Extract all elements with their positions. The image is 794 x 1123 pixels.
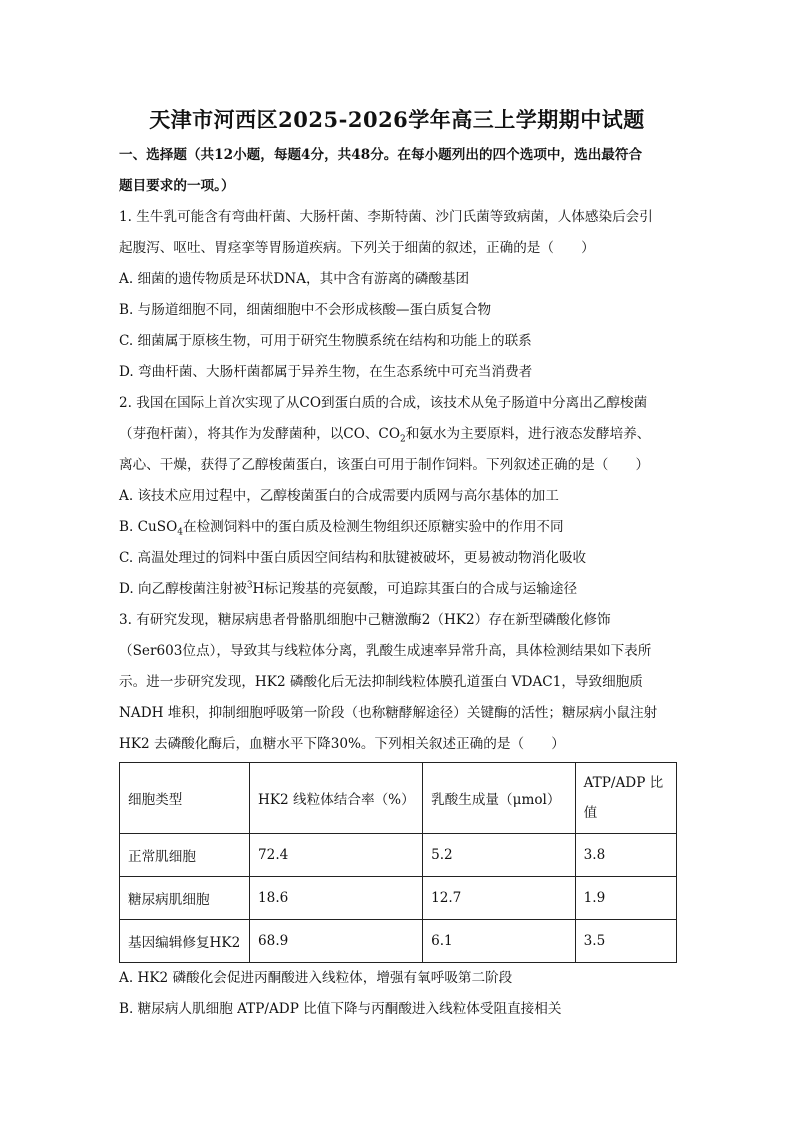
q2-option-c: C. 高温处理过的饲料中蛋白质因空间结构和肽键被破坏，更易被动物消化吸收 [119,550,587,566]
q1-stem-line-1: 1. 生牛乳可能含有弯曲杆菌、大肠杆菌、李斯特菌、沙门氏菌等致病菌，人体感染后会引 [119,209,653,225]
table-cell: 基因编辑修复HK2 [120,920,250,963]
q2-stem-line-2 [119,424,679,444]
q2-stem-line-2-part-1: （芽孢杆菌），将其作为发酵菌种，以CO、CO [119,426,400,442]
q2-option-b [119,517,679,537]
table-row [120,834,677,877]
q3-data-table [119,762,677,963]
table-header-cell: 细胞类型 [120,763,250,834]
q2-isotope-superscript: 3 [246,580,253,591]
q3-option-a: A. HK2 磷酸化会促进丙酮酸进入线粒体，增强有氧呼吸第二阶段 [119,970,513,986]
q2-stem-line-1: 2. 我国在国际上首次实现了从CO到蛋白质的合成，该技术从兔子肠道中分离出乙醇梭菌 [119,395,648,411]
q1-option-c: C. 细菌属于原核生物，可用于研究生物膜系统在结构和功能上的联系 [119,333,532,349]
table-cell: 72.4 [250,834,423,877]
q2-option-d-part-1: D. 向乙醇梭菌注射被 [119,581,247,597]
q2-option-a: A. 该技术应用过程中，乙醇梭菌蛋白的合成需要内质网与高尔基体的加工 [119,488,559,504]
table-header-cell: ATP/ADP 比值 [575,763,676,834]
table-row [120,877,677,920]
section-heading-line-1: 一、选择题（共12小题，每题4分，共48分。在每小题列出的四个选项中，选出最符合 [119,147,643,163]
q3-stem-line-3: 示。进一步研究发现，HK2 磷酸化后无法抑制线粒体膜孔道蛋白 VDAC1，导致细胞质 [119,674,643,690]
table-cell: 6.1 [423,920,576,963]
q1-option-a: A. 细菌的遗传物质是环状DNA，其中含有游离的磷酸基团 [119,271,470,287]
q2-cuso4-subscript: 4 [177,527,183,538]
q2-option-b-part-1: B. CuSO [119,519,178,535]
q2-option-d [119,579,679,599]
q1-option-d: D. 弯曲杆菌、大肠杆菌都属于异养生物，在生态系统中可充当消费者 [119,364,533,380]
table-cell: 3.8 [575,834,676,877]
q2-co2-subscript: 2 [399,434,406,445]
section-heading-line-2: 题目要求的一项。） [119,178,235,194]
table-header-row [120,763,677,834]
table-row [120,920,677,963]
page-title: 天津市河西区2025-2026学年高三上学期期中试题 [149,107,645,132]
q3-option-b: B. 糖尿病人肌细胞 ATP/ADP 比值下降与丙酮酸进入线粒体受阻直接相关 [119,1001,562,1017]
table-header-cell: 乳酸生成量（μmol） [423,763,576,834]
table-header-cell: HK2 线粒体结合率（%） [250,763,423,834]
table-cell: 1.9 [575,877,676,920]
table-cell: 5.2 [423,834,576,877]
q2-option-b-part-2: 在检测饲料中的蛋白质及检测生物组织还原糖实验中的作用不同 [182,519,564,535]
q3-stem-line-4: NADH 堆积，抑制细胞呼吸第一阶段（也称糖酵解途径）关键酶的活性；糖尿病小鼠注射 [119,705,658,721]
table-cell: 正常肌细胞 [120,834,250,877]
q3-stem-line-2: （Ser603位点），导致其与线粒体分离，乳酸生成速率异常升高，具体检测结果如下表所 [119,643,652,659]
table-cell: 糖尿病肌细胞 [120,877,250,920]
table-cell: 12.7 [423,877,576,920]
q3-stem-line-5: HK2 去磷酸化酶后，血糖水平下降30%。下列相关叙述正确的是（ ） [119,736,565,752]
table-cell: 68.9 [250,920,423,963]
table-cell: 18.6 [250,877,423,920]
q2-stem-line-3: 离心、干燥，获得了乙醇梭菌蛋白，该蛋白可用于制作饲料。下列叙述正确的是（ ） [119,457,650,473]
q1-option-b: B. 与肠道细胞不同，细菌细胞中不会形成核酸—蛋白质复合物 [119,302,492,318]
table-cell: 3.5 [575,920,676,963]
q2-stem-line-2-part-2: 和氨水为主要原料，进行液态发酵培养、 [405,426,651,442]
q2-option-d-part-2: H标记羧基的亮氨酸，可追踪其蛋白的合成与运输途径 [252,581,578,597]
q3-stem-line-1: 3. 有研究发现，糖尿病患者骨骼肌细胞中己糖激酶2（HK2）存在新型磷酸化修饰 [119,612,611,628]
q1-stem-line-2: 起腹泻、呕吐、胃痉挛等胃肠道疾病。下列关于细菌的叙述，正确的是（ ） [119,240,595,256]
